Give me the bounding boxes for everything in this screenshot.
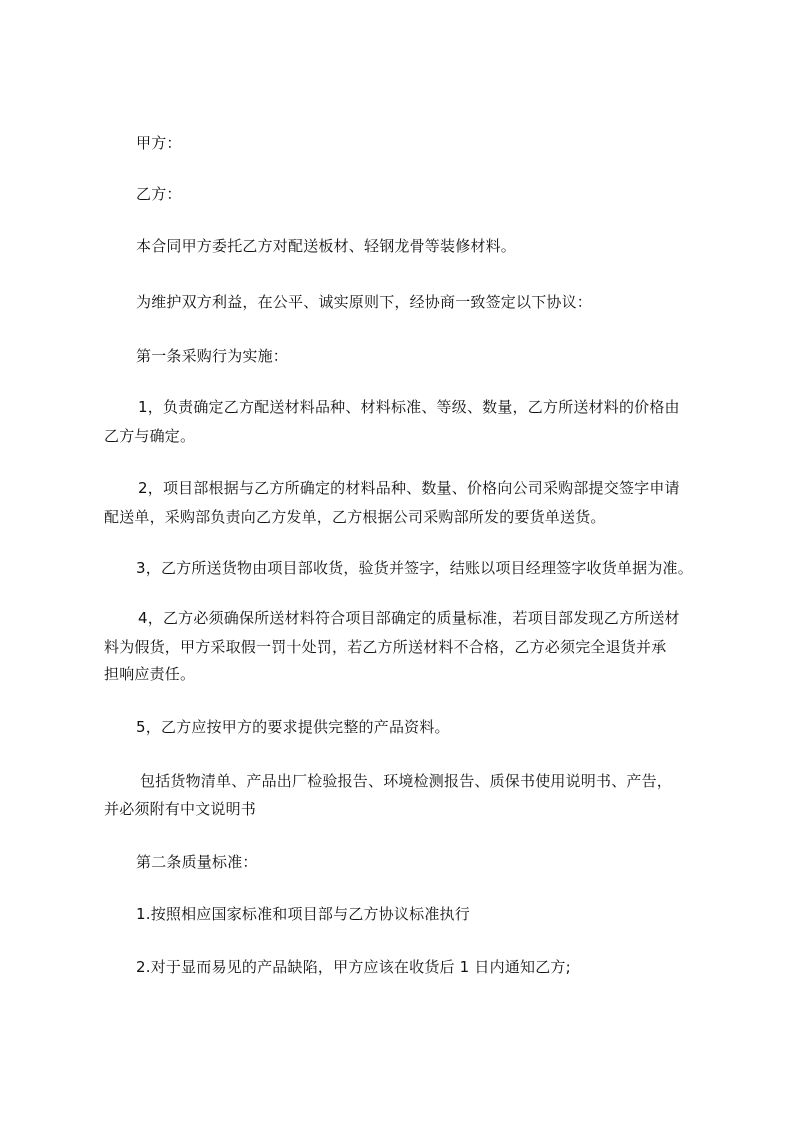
article2-item2: 2.对于显而易见的产品缺陷，甲方应该在收货后 1 日内通知乙方; [136,958,571,976]
article1-title: 第一条采购行为实施： [136,347,289,365]
clause1-line2: 乙方与确定。 [104,427,196,445]
includes-line2: 并必须附有中文说明书 [104,800,257,818]
clause4-line3: 担响应责任。 [104,665,196,683]
clause2-line2: 配送单，采购部负责向乙方发单，乙方根据公司采购部所发的要货单送货。 [104,508,606,526]
clause3-line1: 3，乙方所送货物由项目部收货，验货并签字，结账以项目经理签字收货单据为准。 [136,559,693,577]
clause2-line1: 2，项目部根据与乙方所确定的材料品种、数量、价格向公司采购部提交签字申请 [138,479,680,497]
party-a-label: 甲方： [136,134,182,152]
intro-paragraph: 本合同甲方委托乙方对配送板材、轻钢龙骨等装修材料。 [136,237,517,255]
clause4-line2: 料为假货，甲方采取假一罚十处罚，若乙方所送材料不合格，乙方必须完全退货并承 [104,638,667,656]
purpose-paragraph: 为维护双方利益，在公平、诚实原则下，经协商一致签定以下协议： [136,293,593,311]
article2-title: 第二条质量标准： [136,853,258,871]
party-b-label: 乙方： [136,185,182,203]
clause5-line1: 5，乙方应按甲方的要求提供完整的产品资料。 [136,718,450,736]
article2-item1: 1.按照相应国家标准和项目部与乙方协议标准执行 [136,905,470,923]
clause1-line1: 1，负责确定乙方配送材料品种、材料标准、等级、数量，乙方所送材料的价格由 [138,398,680,416]
clause4-line1: 4，乙方必须确保所送材料符合项目部确定的质量标准，若项目部发现乙方所送材 [138,609,680,627]
includes-line1: 包括货物清单、产品出厂检验报告、环境检测报告、质保书使用说明书、产告， [140,772,673,790]
